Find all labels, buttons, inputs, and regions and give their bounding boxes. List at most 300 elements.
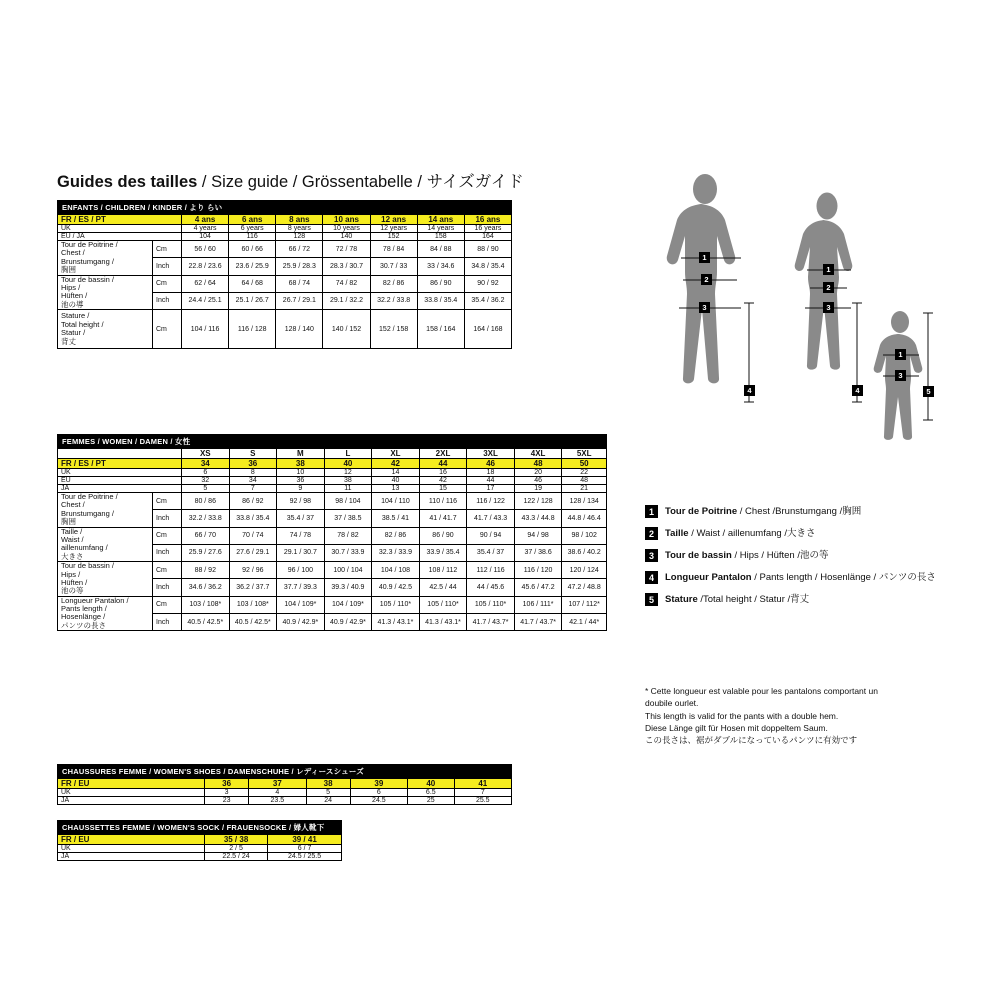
label-line: Hüften / bbox=[61, 291, 88, 301]
cell: 18 bbox=[467, 469, 515, 477]
unit-cm: Cm bbox=[153, 275, 182, 292]
women-size-4xl: 4XL bbox=[514, 449, 562, 459]
label-line: Hüften / bbox=[61, 577, 88, 587]
cell: 37 / 38.6 bbox=[514, 544, 562, 561]
cell: 36 bbox=[205, 779, 249, 789]
children-row-label-uk: UK bbox=[58, 225, 182, 233]
legend-term-2: Taille bbox=[665, 528, 689, 539]
label-line: Taille / bbox=[61, 526, 83, 536]
cell: 88 / 92 bbox=[182, 562, 230, 579]
women-size-3xl: 3XL bbox=[467, 449, 515, 459]
cell: 28.3 / 30.7 bbox=[323, 258, 370, 275]
cell: 78 / 84 bbox=[370, 241, 417, 258]
label-line: Hips / bbox=[61, 569, 81, 579]
unit-cm: Cm bbox=[153, 527, 182, 544]
cell: 6 bbox=[350, 789, 407, 797]
children-size-5: 14 ans bbox=[417, 215, 464, 225]
legend-term-1: Tour de Poitrine bbox=[665, 506, 738, 517]
cell: 80 / 86 bbox=[182, 493, 230, 510]
cell: 140 bbox=[323, 233, 370, 241]
cell: 62 / 64 bbox=[182, 275, 229, 292]
label-line: Statur / bbox=[61, 328, 86, 338]
body-figures bbox=[645, 170, 985, 490]
label-line: パンツの長さ bbox=[61, 620, 106, 630]
women-measure-label-chest bbox=[58, 493, 153, 528]
footnote bbox=[645, 685, 985, 747]
callout-woman-3: 3 bbox=[823, 302, 834, 313]
cell: 8 years bbox=[276, 225, 323, 233]
cell: 60 / 66 bbox=[229, 241, 276, 258]
shoes-header-label: CHAUSSURES FEMME / WOMEN'S SHOES / DAMENSCHUHE / レディースシューズ bbox=[58, 765, 512, 779]
label-line: 池の等 bbox=[61, 586, 84, 596]
cell: 25.9 / 28.3 bbox=[276, 258, 323, 275]
table-row bbox=[58, 275, 512, 292]
children-fr-label: FR / ES / PT bbox=[58, 215, 182, 225]
cell: 25.9 / 27.6 bbox=[182, 544, 230, 561]
cell: 40.9 / 42.5 bbox=[372, 579, 420, 596]
cell: 8 bbox=[229, 469, 277, 477]
label-line: Hips / bbox=[61, 282, 81, 292]
cell: 94 / 98 bbox=[514, 527, 562, 544]
label-line: Tour de Poitrine / bbox=[61, 240, 118, 249]
cell: 128 / 140 bbox=[276, 310, 323, 349]
legend-term-5: Stature bbox=[665, 594, 698, 605]
cell: 32.3 / 33.9 bbox=[372, 544, 420, 561]
socks-header-label: CHAUSSETTES FEMME / WOMEN'S SOCK / FRAUENSOCKE / 婦人靴下 bbox=[58, 821, 342, 835]
women-measure-label-hips bbox=[58, 562, 153, 597]
cell: 12 bbox=[324, 469, 372, 477]
unit-cm: Cm bbox=[153, 596, 182, 613]
cell: 35.4 / 37 bbox=[277, 510, 325, 527]
cell: 35 / 38 bbox=[205, 835, 268, 845]
women-size-5xl: 5XL bbox=[562, 449, 607, 459]
cell: 152 bbox=[370, 233, 417, 241]
cell: 116 bbox=[229, 233, 276, 241]
cell: 96 / 100 bbox=[277, 562, 325, 579]
footnote-line-1: * Cette longueur est valable pour les pantalons comportant un bbox=[645, 686, 878, 696]
unit-inch: Inch bbox=[153, 579, 182, 596]
callout-woman-2: 2 bbox=[823, 282, 834, 293]
cell: 33 / 34.6 bbox=[417, 258, 464, 275]
women-size-xs: XS bbox=[182, 449, 230, 459]
cell: 10 bbox=[277, 469, 325, 477]
legend-item-3 bbox=[645, 549, 975, 562]
label-line: aillenumfang / bbox=[61, 543, 108, 553]
cell: 70 / 74 bbox=[229, 527, 277, 544]
legend-item-5 bbox=[645, 593, 975, 606]
cell: 98 / 104 bbox=[324, 493, 372, 510]
label-line: Total height / bbox=[61, 319, 104, 329]
women-table-header bbox=[58, 435, 607, 449]
cell: 32 bbox=[182, 477, 230, 485]
children-size-table bbox=[57, 200, 512, 349]
socks-table-header bbox=[58, 821, 342, 835]
cell: 7 bbox=[454, 789, 511, 797]
cell: 34.6 / 36.2 bbox=[182, 579, 230, 596]
unit-inch: Inch bbox=[153, 544, 182, 561]
legend-badge-1: 1 bbox=[645, 505, 658, 518]
cell: 16 years bbox=[464, 225, 511, 233]
cell: 6.5 bbox=[408, 789, 455, 797]
cell: 158 / 164 bbox=[417, 310, 464, 349]
legend bbox=[645, 505, 975, 615]
cell: 66 / 72 bbox=[276, 241, 323, 258]
cell: 14 years bbox=[417, 225, 464, 233]
legend-text-1 bbox=[665, 505, 861, 518]
cell: 47.2 / 48.8 bbox=[562, 579, 607, 596]
cell: 104 / 110 bbox=[372, 493, 420, 510]
cell: 39 bbox=[350, 779, 407, 789]
cell: 24 bbox=[306, 797, 350, 805]
unit-inch: Inch bbox=[153, 510, 182, 527]
callout-man-2: 2 bbox=[701, 274, 712, 285]
cell: 36.2 / 37.7 bbox=[229, 579, 277, 596]
callout-man-1: 1 bbox=[699, 252, 710, 263]
cell: 26.7 / 29.1 bbox=[276, 292, 323, 309]
cell: 4 bbox=[249, 789, 306, 797]
cell: 37 / 38.5 bbox=[324, 510, 372, 527]
cell: 82 / 86 bbox=[372, 527, 420, 544]
cell: 21 bbox=[562, 485, 607, 493]
legend-desc-3: / Hips / Hüften /池の等 bbox=[731, 550, 829, 561]
cell: 108 / 112 bbox=[419, 562, 467, 579]
cell: 105 / 110* bbox=[419, 596, 467, 613]
cell: 22 bbox=[562, 469, 607, 477]
cell: 116 / 120 bbox=[514, 562, 562, 579]
children-size-4: 12 ans bbox=[370, 215, 417, 225]
legend-desc-4: / Pants length / Hosenlänge / パンツの長さ bbox=[751, 572, 936, 583]
spacer-cell bbox=[58, 449, 182, 459]
cell: 110 / 116 bbox=[419, 493, 467, 510]
label-line: Chest / bbox=[61, 500, 85, 510]
cell: 116 / 122 bbox=[467, 493, 515, 510]
table-row bbox=[58, 596, 607, 613]
cell: 86 / 90 bbox=[417, 275, 464, 292]
cell: 74 / 82 bbox=[323, 275, 370, 292]
women-size-m: M bbox=[277, 449, 325, 459]
callout-woman-1: 1 bbox=[823, 264, 834, 275]
cell: 27.6 / 29.1 bbox=[229, 544, 277, 561]
footnote-line-3: This length is valid for the pants with a double hem. bbox=[645, 710, 839, 721]
body-silhouettes-svg bbox=[645, 170, 985, 490]
cell: 39 / 41 bbox=[268, 835, 342, 845]
cell: 50 bbox=[562, 459, 607, 469]
cell: 41.7 / 43.7* bbox=[467, 613, 515, 630]
cell: 106 / 111* bbox=[514, 596, 562, 613]
table-row bbox=[58, 845, 342, 853]
children-table-header bbox=[58, 201, 512, 215]
cell: 152 / 158 bbox=[370, 310, 417, 349]
callout-child-5: 5 bbox=[923, 386, 934, 397]
cell: 11 bbox=[324, 485, 372, 493]
cell: 56 / 60 bbox=[182, 241, 229, 258]
women-row-label-uk: UK bbox=[58, 469, 182, 477]
cell: 34 bbox=[229, 477, 277, 485]
callout-child-1: 1 bbox=[895, 349, 906, 360]
label-line: Waist / bbox=[61, 534, 84, 544]
cell: 164 bbox=[464, 233, 511, 241]
cell: 33.9 / 35.4 bbox=[419, 544, 467, 561]
callout-man-3: 3 bbox=[699, 302, 710, 313]
cell: 92 / 96 bbox=[229, 562, 277, 579]
cell: 3 bbox=[205, 789, 249, 797]
cell: 100 / 104 bbox=[324, 562, 372, 579]
callout-child-3: 3 bbox=[895, 370, 906, 381]
women-measure-label-waist bbox=[58, 527, 153, 562]
cell: 86 / 90 bbox=[419, 527, 467, 544]
women-fr-label: FR / ES / PT bbox=[58, 459, 182, 469]
cell: 66 / 70 bbox=[182, 527, 230, 544]
cell: 36 bbox=[277, 477, 325, 485]
cell: 44.8 / 46.4 bbox=[562, 510, 607, 527]
cell: 40.9 / 42.9* bbox=[324, 613, 372, 630]
label-line: 胸囲 bbox=[61, 517, 76, 527]
children-measure-label-stature bbox=[58, 310, 153, 349]
shoes-fr-label: FR / EU bbox=[58, 779, 205, 789]
table-row bbox=[58, 485, 607, 493]
cell: 92 / 98 bbox=[277, 493, 325, 510]
cell: 64 / 68 bbox=[229, 275, 276, 292]
cell: 30.7 / 33.9 bbox=[324, 544, 372, 561]
socks-row-label-uk: UK bbox=[58, 845, 205, 853]
shoes-row-label-uk: UK bbox=[58, 789, 205, 797]
table-row bbox=[58, 789, 512, 797]
label-line: 大きさ bbox=[61, 551, 84, 561]
cell: 24.5 / 25.5 bbox=[268, 853, 342, 861]
cell: 103 / 108* bbox=[229, 596, 277, 613]
label-line: 背丈 bbox=[61, 336, 76, 346]
callout-woman-4: 4 bbox=[852, 385, 863, 396]
cell: 140 / 152 bbox=[323, 310, 370, 349]
cell: 86 / 92 bbox=[229, 493, 277, 510]
legend-desc-2: / Waist / aillenumfang /大きさ bbox=[688, 528, 816, 539]
children-size-3: 10 ans bbox=[323, 215, 370, 225]
footnote-line-2: doubile ourlet. bbox=[645, 698, 699, 709]
cell: 40.5 / 42.5* bbox=[229, 613, 277, 630]
legend-text-2 bbox=[665, 527, 815, 540]
legend-item-2 bbox=[645, 527, 975, 540]
women-size-l: L bbox=[324, 449, 372, 459]
cell: 22.8 / 23.6 bbox=[182, 258, 229, 275]
cell: 105 / 110* bbox=[467, 596, 515, 613]
unit-inch: Inch bbox=[153, 613, 182, 630]
unit-cm: Cm bbox=[153, 493, 182, 510]
cell: 164 / 168 bbox=[464, 310, 511, 349]
legend-item-4 bbox=[645, 571, 975, 584]
cell: 34 bbox=[182, 459, 230, 469]
cell: 72 / 78 bbox=[323, 241, 370, 258]
cell: 78 / 82 bbox=[324, 527, 372, 544]
cell: 34.8 / 35.4 bbox=[464, 258, 511, 275]
women-header-label: FEMMES / WOMEN / DAMEN / 女性 bbox=[58, 435, 607, 449]
shoes-table-header bbox=[58, 765, 512, 779]
table-row bbox=[58, 527, 607, 544]
cell: 24.5 bbox=[350, 797, 407, 805]
label-line: 池の導 bbox=[61, 299, 84, 309]
women-size-2xl: 2XL bbox=[419, 449, 467, 459]
label-line: Tour de bassin / bbox=[61, 274, 114, 284]
cell: 10 years bbox=[323, 225, 370, 233]
cell: 41.7 / 43.7* bbox=[514, 613, 562, 630]
cell: 48 bbox=[514, 459, 562, 469]
label-line: 胸囲 bbox=[61, 265, 76, 275]
legend-term-3: Tour de bassin bbox=[665, 550, 732, 561]
table-row bbox=[58, 562, 607, 579]
cell: 107 / 112* bbox=[562, 596, 607, 613]
cell: 15 bbox=[419, 485, 467, 493]
children-row-label-eu: EU / JA bbox=[58, 233, 182, 241]
table-row bbox=[58, 233, 512, 241]
cell: 42 bbox=[372, 459, 420, 469]
page-title-rest: / Size guide / Grössentabelle / サイズガイド bbox=[197, 173, 524, 191]
legend-text-5 bbox=[665, 593, 809, 606]
cell: 44 bbox=[467, 477, 515, 485]
legend-desc-5: /Total height / Statur /背丈 bbox=[697, 594, 810, 605]
socks-row-label-ja: JA bbox=[58, 853, 205, 861]
cell: 32.2 / 33.8 bbox=[182, 510, 230, 527]
cell: 90 / 92 bbox=[464, 275, 511, 292]
cell: 33.8 / 35.4 bbox=[417, 292, 464, 309]
cell: 40.9 / 42.9* bbox=[277, 613, 325, 630]
cell: 104 / 109* bbox=[277, 596, 325, 613]
cell: 19 bbox=[514, 485, 562, 493]
unit-cm: Cm bbox=[153, 241, 182, 258]
cell: 24.4 / 25.1 bbox=[182, 292, 229, 309]
legend-item-1 bbox=[645, 505, 975, 518]
shoes-fr-row bbox=[58, 779, 512, 789]
cell: 104 / 108 bbox=[372, 562, 420, 579]
cell: 38 bbox=[324, 477, 372, 485]
cell: 42 bbox=[419, 477, 467, 485]
women-row-label-eu: EU bbox=[58, 477, 182, 485]
cell: 35.4 / 37 bbox=[467, 544, 515, 561]
cell: 30.7 / 33 bbox=[370, 258, 417, 275]
women-shoes-table bbox=[57, 764, 512, 805]
cell: 25.1 / 26.7 bbox=[229, 292, 276, 309]
unit-inch: Inch bbox=[153, 292, 182, 309]
cell: 41 bbox=[454, 779, 511, 789]
cell: 44 bbox=[419, 459, 467, 469]
cell: 6 bbox=[182, 469, 230, 477]
children-header-label: ENFANTS / CHILDREN / KINDER / より らい bbox=[58, 201, 512, 215]
cell: 43.3 / 44.8 bbox=[514, 510, 562, 527]
cell: 105 / 110* bbox=[372, 596, 420, 613]
cell: 48 bbox=[562, 477, 607, 485]
cell: 32.2 / 33.8 bbox=[370, 292, 417, 309]
women-size-s: S bbox=[229, 449, 277, 459]
cell: 36 bbox=[229, 459, 277, 469]
cell: 2 / 5 bbox=[205, 845, 268, 853]
legend-term-4: Longueur Pantalon bbox=[665, 572, 752, 583]
cell: 40 bbox=[408, 779, 455, 789]
cell: 104 bbox=[182, 233, 229, 241]
women-fr-row bbox=[58, 459, 607, 469]
table-row bbox=[58, 853, 342, 861]
women-size-table bbox=[57, 434, 607, 631]
cell: 23.6 / 25.9 bbox=[229, 258, 276, 275]
children-size-0: 4 ans bbox=[182, 215, 229, 225]
cell: 9 bbox=[277, 485, 325, 493]
cell: 44 / 45.6 bbox=[467, 579, 515, 596]
cell: 39.3 / 40.9 bbox=[324, 579, 372, 596]
cell: 23 bbox=[205, 797, 249, 805]
women-size-row bbox=[58, 449, 607, 459]
page-title bbox=[57, 168, 524, 192]
cell: 40 bbox=[324, 459, 372, 469]
label-line: Hosenlänge / bbox=[61, 612, 106, 622]
footnote-line-4: Diese Länge gilt für Hosen mit doppeltem Saum. bbox=[645, 722, 828, 733]
children-size-1: 6 ans bbox=[229, 215, 276, 225]
cell: 12 years bbox=[370, 225, 417, 233]
cell: 7 bbox=[229, 485, 277, 493]
legend-badge-4: 4 bbox=[645, 571, 658, 584]
label-line: Tour de bassin / bbox=[61, 561, 114, 571]
cell: 120 / 124 bbox=[562, 562, 607, 579]
cell: 98 / 102 bbox=[562, 527, 607, 544]
unit-cm: Cm bbox=[153, 562, 182, 579]
table-row bbox=[58, 469, 607, 477]
label-line: Tour de Poitrine / bbox=[61, 492, 118, 501]
cell: 46 bbox=[467, 459, 515, 469]
cell: 20 bbox=[514, 469, 562, 477]
cell: 22.5 / 24 bbox=[205, 853, 268, 861]
women-size-xl: XL bbox=[372, 449, 420, 459]
legend-desc-1: / Chest /Brunstumgang /胸囲 bbox=[737, 506, 862, 517]
callout-man-4: 4 bbox=[744, 385, 755, 396]
socks-fr-label: FR / EU bbox=[58, 835, 205, 845]
socks-fr-row bbox=[58, 835, 342, 845]
label-line: Pants length / bbox=[61, 604, 107, 614]
label-line: Brunstumgang / bbox=[61, 256, 114, 266]
legend-text-3 bbox=[665, 549, 829, 562]
table-row bbox=[58, 797, 512, 805]
women-measure-label-pants-length bbox=[58, 596, 153, 631]
cell: 37 bbox=[249, 779, 306, 789]
cell: 128 bbox=[276, 233, 323, 241]
label-line: Stature / bbox=[61, 311, 90, 321]
cell: 128 / 134 bbox=[562, 493, 607, 510]
cell: 38 bbox=[306, 779, 350, 789]
cell: 84 / 88 bbox=[417, 241, 464, 258]
cell: 122 / 128 bbox=[514, 493, 562, 510]
children-measure-label-chest bbox=[58, 241, 153, 276]
cell: 14 bbox=[372, 469, 420, 477]
cell: 40 bbox=[372, 477, 420, 485]
cell: 38 bbox=[277, 459, 325, 469]
cell: 37.7 / 39.3 bbox=[277, 579, 325, 596]
cell: 16 bbox=[419, 469, 467, 477]
cell: 5 bbox=[182, 485, 230, 493]
label-line: Brunstumgang / bbox=[61, 508, 114, 518]
unit-inch: Inch bbox=[153, 258, 182, 275]
cell: 4 years bbox=[182, 225, 229, 233]
cell: 41.7 / 43.3 bbox=[467, 510, 515, 527]
table-row bbox=[58, 477, 607, 485]
cell: 112 / 116 bbox=[467, 562, 515, 579]
unit-cm: Cm bbox=[153, 310, 182, 349]
table-row bbox=[58, 493, 607, 510]
cell: 104 / 116 bbox=[182, 310, 229, 349]
cell: 5 bbox=[306, 789, 350, 797]
cell: 6 years bbox=[229, 225, 276, 233]
cell: 158 bbox=[417, 233, 464, 241]
cell: 29.1 / 32.2 bbox=[323, 292, 370, 309]
cell: 25 bbox=[408, 797, 455, 805]
children-size-6: 16 ans bbox=[464, 215, 511, 225]
cell: 45.6 / 47.2 bbox=[514, 579, 562, 596]
cell: 41.3 / 43.1* bbox=[419, 613, 467, 630]
cell: 74 / 78 bbox=[277, 527, 325, 544]
